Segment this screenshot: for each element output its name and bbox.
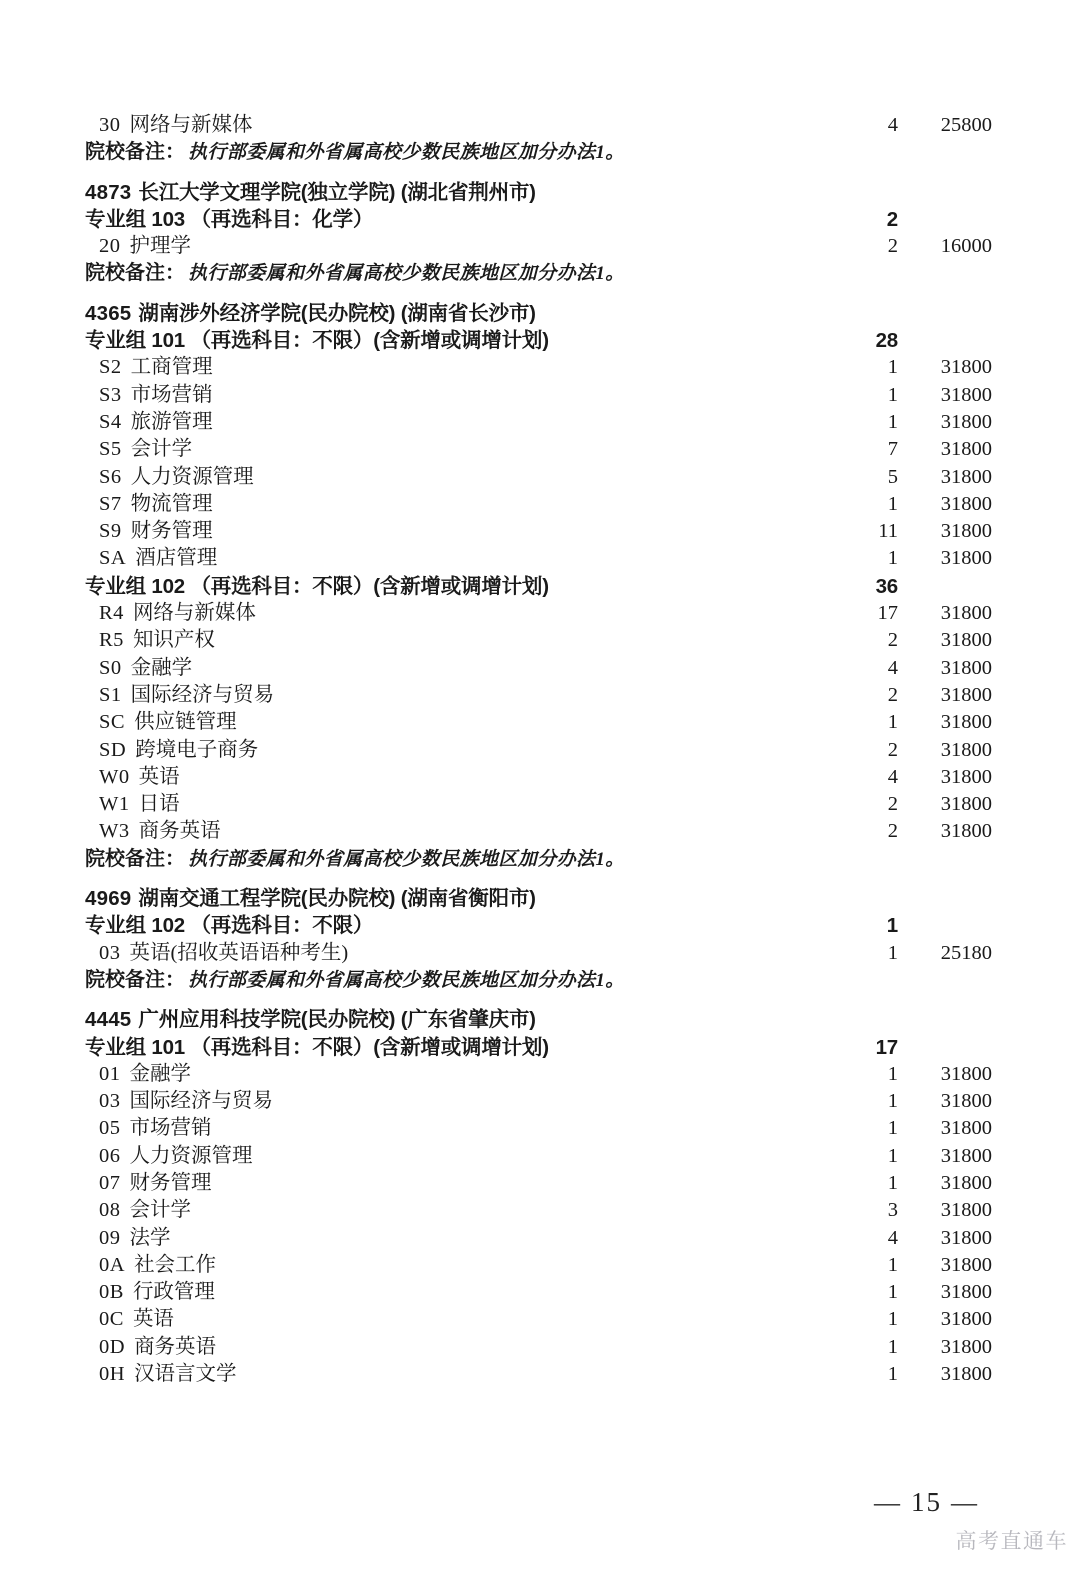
- page-number-value: 15: [911, 1487, 942, 1517]
- major-row: [85, 354, 995, 381]
- school-remark-text: 执行部委属和外省属高校少数民族地区加分办法1。: [188, 142, 625, 164]
- major-name: 旅游管理: [130, 410, 213, 433]
- major-row: [85, 1170, 995, 1197]
- major-code: S7: [99, 492, 122, 515]
- major-group-row: [85, 327, 995, 354]
- major-group-name: 专业组 102 （再选科目：不限）: [85, 914, 374, 938]
- major-tuition-fee: 31800: [940, 1308, 992, 1331]
- school-row: [85, 179, 995, 206]
- major-code: 0C: [99, 1308, 124, 1331]
- major-count: 1: [887, 941, 898, 964]
- major-row: [85, 436, 995, 463]
- school-code: 4445: [85, 1008, 132, 1032]
- major-code: R4: [99, 602, 124, 625]
- major-tuition-fee: 31800: [940, 820, 992, 843]
- major-count: 1: [887, 1117, 898, 1140]
- page-number-prefix: —: [874, 1488, 902, 1517]
- major-code: S0: [99, 656, 122, 679]
- major-row: [85, 1306, 995, 1333]
- major-count: 1: [887, 410, 898, 433]
- major-count: 1: [887, 1335, 898, 1358]
- major-tuition-fee: 25180: [940, 941, 992, 964]
- major-name: 日语: [138, 793, 180, 816]
- page-number-suffix: —: [951, 1488, 979, 1517]
- school-remark-row: [85, 260, 995, 287]
- major-code: 0B: [99, 1281, 124, 1304]
- major-count: 1: [887, 547, 898, 570]
- major-code: S5: [99, 438, 122, 461]
- major-code: W0: [99, 765, 130, 788]
- major-tuition-fee: 31800: [940, 602, 992, 625]
- major-count: 2: [887, 738, 898, 761]
- school-remark-label: 院校备注：: [85, 968, 185, 991]
- page-number: [865, 1487, 988, 1518]
- major-count: 1: [887, 1062, 898, 1085]
- major-row: [85, 1088, 995, 1115]
- major-name: 商务英语: [134, 1335, 217, 1358]
- major-name: 护理学: [129, 235, 191, 258]
- major-name: 会计学: [129, 1199, 191, 1222]
- major-count: 2: [887, 793, 898, 816]
- major-count: 1: [887, 1253, 898, 1276]
- major-group-name: 专业组 102 （再选科目：不限）(含新增或调增计划): [85, 574, 549, 598]
- major-name: 国际经济与贸易: [130, 683, 275, 706]
- major-row: [85, 1115, 995, 1142]
- major-row: [85, 627, 995, 654]
- major-row: [85, 737, 995, 764]
- school-code: 4873: [85, 180, 132, 204]
- major-row: [85, 655, 995, 682]
- major-code: 0H: [99, 1363, 126, 1386]
- major-tuition-fee: 31800: [940, 492, 992, 515]
- major-row: [85, 1361, 995, 1388]
- school-row: [85, 300, 995, 327]
- major-code: SC: [99, 711, 126, 734]
- major-tuition-fee: 31800: [940, 383, 992, 406]
- major-tuition-fee: 31800: [940, 520, 992, 543]
- major-count: 1: [887, 356, 898, 379]
- major-tuition-fee: 31800: [940, 438, 992, 461]
- major-row: [85, 1252, 995, 1279]
- major-row: [85, 709, 995, 736]
- major-count: 1: [887, 1281, 898, 1304]
- school-remark-row: [85, 846, 995, 873]
- major-code: S4: [99, 410, 122, 433]
- page-footer: [0, 1487, 1080, 1577]
- school-remark-label: 院校备注：: [85, 262, 185, 285]
- major-name: 英语: [138, 765, 180, 788]
- major-count: 1: [887, 711, 898, 734]
- major-row: [85, 382, 995, 409]
- major-code: 0A: [99, 1253, 126, 1276]
- major-count: 1: [887, 1363, 898, 1386]
- major-name: 国际经济与贸易: [129, 1090, 273, 1113]
- major-name: 人力资源管理: [129, 1144, 253, 1167]
- major-name: 社会工作: [134, 1253, 217, 1276]
- major-name: 行政管理: [132, 1281, 215, 1304]
- major-row: [85, 112, 995, 139]
- major-code: 06: [99, 1144, 121, 1167]
- major-row: [85, 545, 995, 572]
- major-row: [85, 1061, 995, 1088]
- major-tuition-fee: 31800: [940, 1281, 992, 1304]
- major-name: 金融学: [130, 656, 193, 679]
- major-name: 网络与新媒体: [129, 114, 253, 136]
- major-tuition-fee: 31800: [940, 1253, 992, 1276]
- school-remark-text: 执行部委属和外省属高校少数民族地区加分办法1。: [188, 263, 625, 285]
- school-code: 4969: [85, 887, 132, 911]
- major-count: 2: [887, 629, 898, 652]
- major-count: 1: [887, 1308, 898, 1331]
- major-count: 2: [887, 235, 898, 258]
- section-gap: [85, 167, 995, 179]
- watermark: 高考直通车: [955, 1530, 1068, 1553]
- major-code: SA: [99, 547, 127, 570]
- major-name: 市场营销: [129, 1117, 212, 1140]
- major-row: [85, 518, 995, 545]
- major-code: S3: [99, 383, 122, 406]
- major-tuition-fee: 31800: [940, 711, 992, 734]
- major-name: 金融学: [129, 1062, 191, 1085]
- major-code: S6: [99, 465, 122, 488]
- major-row: [85, 464, 995, 491]
- major-code: S9: [99, 520, 122, 543]
- school-name: 湖南交通工程学院(民办院校) (湖南省衡阳市): [138, 887, 536, 911]
- major-tuition-fee: 31800: [940, 465, 992, 488]
- major-code: W1: [99, 793, 130, 816]
- major-group-name: 专业组 103 （再选科目：化学）: [85, 207, 374, 231]
- major-name: 法学: [129, 1226, 171, 1249]
- major-tuition-fee: 31800: [940, 683, 992, 706]
- major-group-row: [85, 573, 995, 600]
- major-name: 英语(招收英语语种考生): [129, 941, 349, 964]
- major-row: [85, 1197, 995, 1224]
- school-remark-text: 执行部委属和外省属高校少数民族地区加分办法1。: [188, 969, 625, 991]
- major-code: 09: [99, 1226, 121, 1249]
- major-row: [85, 791, 995, 818]
- major-name: 汉语言文学: [134, 1363, 237, 1386]
- major-name: 商务英语: [138, 820, 221, 843]
- major-group-name: 专业组 101 （再选科目：不限）(含新增或调增计划): [85, 329, 549, 353]
- major-code: 01: [99, 1062, 121, 1085]
- major-name: 跨境电子商务: [135, 738, 259, 761]
- major-group-row: [85, 206, 995, 233]
- major-tuition-fee: 31800: [940, 1117, 992, 1140]
- major-row: [85, 600, 995, 627]
- major-tuition-fee: 31800: [940, 547, 992, 570]
- major-group-name: 专业组 101 （再选科目：不限）(含新增或调增计划): [85, 1035, 549, 1059]
- major-row: [85, 682, 995, 709]
- section-gap: [85, 994, 995, 1006]
- major-group-count: 17: [875, 1035, 898, 1059]
- major-count: 2: [887, 683, 898, 706]
- major-row: [85, 233, 995, 260]
- major-tuition-fee: 16000: [940, 235, 992, 258]
- major-count: 1: [887, 1171, 898, 1194]
- school-row: [85, 1006, 995, 1033]
- major-tuition-fee: 31800: [940, 410, 992, 433]
- major-group-count: 28: [875, 329, 898, 353]
- major-code: SD: [99, 738, 127, 761]
- major-tuition-fee: 31800: [940, 656, 992, 679]
- plan-listing: [85, 112, 995, 1388]
- major-count: 1: [887, 1090, 898, 1113]
- major-tuition-fee: 31800: [940, 1226, 992, 1249]
- major-count: 4: [887, 114, 898, 136]
- major-row: [85, 1143, 995, 1170]
- major-count: 1: [887, 1144, 898, 1167]
- school-name: 长江大学文理学院(独立学院) (湖北省荆州市): [138, 180, 536, 204]
- major-tuition-fee: 31800: [940, 793, 992, 816]
- school-remark-label: 院校备注：: [85, 847, 185, 870]
- major-row: [85, 409, 995, 436]
- major-code: 08: [99, 1199, 121, 1222]
- major-tuition-fee: 31800: [940, 1090, 992, 1113]
- major-name: 市场营销: [130, 383, 213, 406]
- school-remark-row: [85, 139, 995, 166]
- major-tuition-fee: 31800: [940, 629, 992, 652]
- school-remark-row: [85, 967, 995, 994]
- major-count: 4: [887, 765, 898, 788]
- major-name: 英语: [132, 1308, 174, 1331]
- major-code: S2: [99, 356, 122, 379]
- major-code: 0D: [99, 1335, 126, 1358]
- major-name: 财务管理: [130, 520, 213, 543]
- major-tuition-fee: 31800: [940, 1171, 992, 1194]
- major-count: 11: [878, 520, 898, 543]
- major-group-row: [85, 1034, 995, 1061]
- school-remark-text: 执行部委属和外省属高校少数民族地区加分办法1。: [188, 848, 625, 870]
- major-row: [85, 1334, 995, 1361]
- major-tuition-fee: 31800: [940, 1199, 992, 1222]
- major-group-count: 2: [886, 207, 898, 231]
- major-count: 4: [887, 656, 898, 679]
- major-code: 20: [99, 235, 121, 258]
- school-remark-label: 院校备注：: [85, 141, 185, 164]
- major-count: 17: [877, 602, 898, 625]
- major-code: 03: [99, 941, 121, 964]
- major-row: [85, 764, 995, 791]
- major-code: 30: [99, 114, 121, 136]
- major-count: 2: [887, 820, 898, 843]
- major-tuition-fee: 31800: [940, 1062, 992, 1085]
- section-gap: [85, 288, 995, 300]
- major-count: 7: [887, 438, 898, 461]
- major-count: 4: [887, 1226, 898, 1249]
- major-row: [85, 1279, 995, 1306]
- major-tuition-fee: 31800: [940, 738, 992, 761]
- major-code: 05: [99, 1117, 121, 1140]
- major-count: 5: [887, 465, 898, 488]
- major-row: [85, 1225, 995, 1252]
- major-name: 酒店管理: [135, 547, 218, 570]
- major-count: 1: [887, 492, 898, 515]
- major-group-count: 36: [875, 574, 898, 598]
- major-code: 07: [99, 1171, 121, 1194]
- major-group-row: [85, 912, 995, 939]
- major-name: 供应链管理: [134, 711, 237, 734]
- major-name: 会计学: [130, 438, 193, 461]
- major-code: 03: [99, 1090, 121, 1113]
- major-name: 物流管理: [130, 492, 213, 515]
- school-code: 4365: [85, 301, 132, 325]
- major-code: R5: [99, 629, 124, 652]
- major-row: [85, 818, 995, 845]
- section-gap: [85, 873, 995, 885]
- major-row: [85, 940, 995, 967]
- major-row: [85, 491, 995, 518]
- major-tuition-fee: 31800: [940, 765, 992, 788]
- major-name: 知识产权: [132, 629, 215, 652]
- major-tuition-fee: 31800: [940, 1363, 992, 1386]
- major-name: 网络与新媒体: [132, 602, 256, 625]
- major-name: 工商管理: [130, 356, 213, 379]
- major-name: 人力资源管理: [130, 465, 254, 488]
- major-code: S1: [99, 683, 122, 706]
- school-name: 湖南涉外经济学院(民办院校) (湖南省长沙市): [138, 301, 536, 325]
- school-name: 广州应用科技学院(民办院校) (广东省肇庆市): [138, 1008, 536, 1032]
- major-code: W3: [99, 820, 130, 843]
- major-tuition-fee: 31800: [940, 356, 992, 379]
- major-count: 3: [887, 1199, 898, 1222]
- major-name: 财务管理: [129, 1171, 212, 1194]
- major-group-count: 1: [886, 914, 898, 938]
- major-tuition-fee: 31800: [940, 1335, 992, 1358]
- school-row: [85, 885, 995, 912]
- major-tuition-fee: 25800: [940, 114, 992, 136]
- major-count: 1: [887, 383, 898, 406]
- major-tuition-fee: 31800: [940, 1144, 992, 1167]
